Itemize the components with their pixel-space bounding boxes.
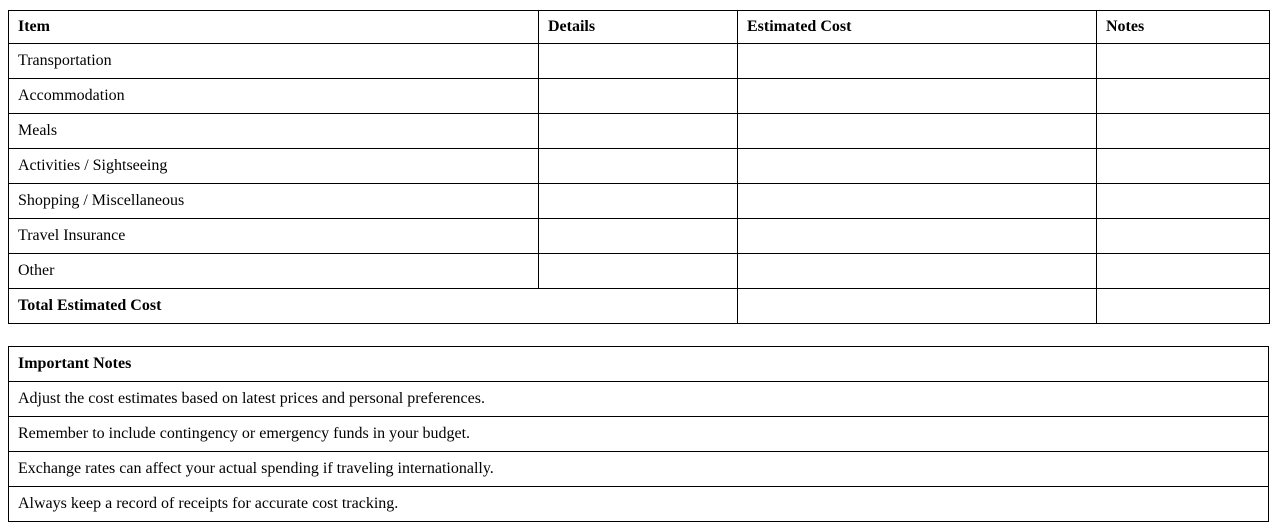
notes-cell [1097, 184, 1270, 219]
notes-cell [1097, 149, 1270, 184]
note-cell: Remember to include contingency or emergency funds in your budget. [9, 417, 1269, 452]
estimated-cost-cell [738, 149, 1097, 184]
table-row-travel-insurance [9, 219, 1270, 254]
note-row [9, 417, 1269, 452]
details-cell [539, 219, 738, 254]
notes-cell [1097, 114, 1270, 149]
details-cell [539, 149, 738, 184]
note-row [9, 452, 1269, 487]
total-notes-cell [1097, 289, 1270, 324]
estimated-cost-cell [738, 184, 1097, 219]
item-cell: Activities / Sightseeing [9, 149, 539, 184]
estimated-cost-cell [738, 79, 1097, 114]
note-row [9, 382, 1269, 417]
note-cell: Always keep a record of receipts for accurate cost tracking. [9, 487, 1269, 522]
notes-header-row [9, 347, 1269, 382]
total-label-cell: Total Estimated Cost [9, 289, 738, 324]
table-row-accommodation [9, 79, 1270, 114]
estimated-cost-cell [738, 219, 1097, 254]
notes-cell [1097, 79, 1270, 114]
estimated-cost-cell [738, 254, 1097, 289]
estimated-cost-cell [738, 44, 1097, 79]
item-cell: Transportation [9, 44, 539, 79]
item-cell: Meals [9, 114, 539, 149]
header-estimated-cost: Estimated Cost [738, 11, 1097, 44]
header-notes: Notes [1097, 11, 1270, 44]
details-cell [539, 79, 738, 114]
notes-cell [1097, 219, 1270, 254]
important-notes-header: Important Notes [9, 347, 1269, 382]
item-cell: Other [9, 254, 539, 289]
table-row-shopping [9, 184, 1270, 219]
table-row-meals [9, 114, 1270, 149]
note-row [9, 487, 1269, 522]
budget-table [8, 10, 1270, 324]
table-row-total [9, 289, 1270, 324]
note-cell: Exchange rates can affect your actual spending if traveling internationally. [9, 452, 1269, 487]
note-cell: Adjust the cost estimates based on latest prices and personal preferences. [9, 382, 1269, 417]
header-item: Item [9, 11, 539, 44]
table-row-activities [9, 149, 1270, 184]
budget-table-header-row [9, 11, 1270, 44]
header-details: Details [539, 11, 738, 44]
important-notes-table [8, 346, 1269, 522]
notes-cell [1097, 44, 1270, 79]
estimated-cost-cell [738, 114, 1097, 149]
details-cell [539, 44, 738, 79]
item-cell: Travel Insurance [9, 219, 539, 254]
table-row-other [9, 254, 1270, 289]
total-estimated-cost-cell [738, 289, 1097, 324]
table-row-transportation [9, 44, 1270, 79]
details-cell [539, 184, 738, 219]
item-cell: Accommodation [9, 79, 539, 114]
details-cell [539, 254, 738, 289]
details-cell [539, 114, 738, 149]
notes-cell [1097, 254, 1270, 289]
item-cell: Shopping / Miscellaneous [9, 184, 539, 219]
